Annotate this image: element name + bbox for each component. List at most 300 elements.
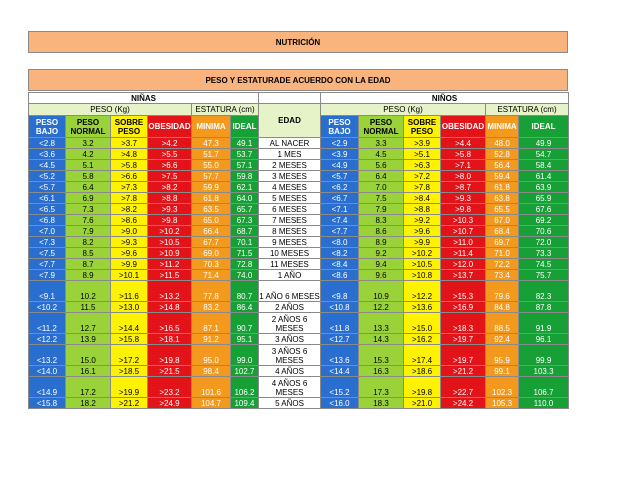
boys-cell-ideal: 54.7 xyxy=(519,149,569,160)
boys-cell-ideal: 75.7 xyxy=(519,270,569,281)
boys-cell-obesidad: >4.4 xyxy=(441,138,486,149)
girls-cell-peso-normal: 7.3 xyxy=(66,204,111,215)
boys-cell-obesidad: >8.7 xyxy=(441,182,486,193)
boys-cell-ideal: 49.9 xyxy=(519,138,569,149)
boys-cell-sobre-peso: >10.2 xyxy=(404,248,441,259)
girls-cell-sobre-peso: >7.8 xyxy=(111,193,148,204)
girls-cell-sobre-peso: >7.3 xyxy=(111,182,148,193)
boys-cell-peso-normal: 3.3 xyxy=(359,138,404,149)
table-row xyxy=(29,171,569,182)
table-row xyxy=(29,259,569,270)
table-row xyxy=(29,193,569,204)
girls-cell-sobre-peso: >9.3 xyxy=(111,237,148,248)
boys-cell-peso-normal: 6.4 xyxy=(359,171,404,182)
boys-cell-sobre-peso: >9.9 xyxy=(404,237,441,248)
girls-cell-minima: 104.7 xyxy=(192,398,231,409)
subtitle-banner xyxy=(28,69,568,91)
girls-cell-sobre-peso: >14.4 xyxy=(111,313,148,334)
girls-cell-obesidad: >8.2 xyxy=(148,182,192,193)
girls-cell-peso-bajo: <7.5 xyxy=(29,248,66,259)
boys-cell-peso-normal: 14.3 xyxy=(359,334,404,345)
girls-cell-minima: 65.0 xyxy=(192,215,231,226)
boys-cell-minima: 71.0 xyxy=(486,248,519,259)
girls-cell-minima: 66.4 xyxy=(192,226,231,237)
boys-cell-peso-normal: 13.3 xyxy=(359,313,404,334)
girls-cell-sobre-peso: >17.2 xyxy=(111,345,148,366)
girls-cell-obesidad: >5.5 xyxy=(148,149,192,160)
boys-cell-peso-bajo: <16.0 xyxy=(321,398,359,409)
boys-cell-minima: 88.5 xyxy=(486,313,519,334)
girls-cell-ideal: 109.4 xyxy=(231,398,259,409)
edad-cell: 4 AÑOS 6 MESES xyxy=(259,377,321,398)
boys-cell-peso-normal: 12.2 xyxy=(359,302,404,313)
boys-cell-ideal: 99.9 xyxy=(519,345,569,366)
girls-cell-peso-normal: 12.7 xyxy=(66,313,111,334)
girls-cell-peso-normal: 6.9 xyxy=(66,193,111,204)
girls-cell-peso-normal: 4.2 xyxy=(66,149,111,160)
girls-cell-ideal: 49.1 xyxy=(231,138,259,149)
girls-cell-peso-bajo: <9.1 xyxy=(29,281,66,302)
boys-cell-ideal: 70.6 xyxy=(519,226,569,237)
boys-cell-minima: 56.4 xyxy=(486,160,519,171)
edad-cell: 10 MESES xyxy=(259,248,321,259)
boys-peso-group: PESO (Kg) xyxy=(321,104,486,116)
girls-cell-sobre-peso: >15.8 xyxy=(111,334,148,345)
girls-cell-ideal: 90.7 xyxy=(231,313,259,334)
girls-cell-obesidad: >13.2 xyxy=(148,281,192,302)
boys-cell-peso-bajo: <9.8 xyxy=(321,281,359,302)
boys-cell-peso-bajo: <2.9 xyxy=(321,138,359,149)
girls-cell-sobre-peso: >8.2 xyxy=(111,204,148,215)
boys-cell-ideal: 87.8 xyxy=(519,302,569,313)
sex-header-row xyxy=(29,93,569,104)
table-row xyxy=(29,204,569,215)
table-row xyxy=(29,270,569,281)
girls-col-ideal: IDEAL xyxy=(231,116,259,138)
boys-cell-peso-normal: 15.3 xyxy=(359,345,404,366)
girls-cell-minima: 57.7 xyxy=(192,171,231,182)
table-row xyxy=(29,313,569,334)
girls-cell-sobre-peso: >10.1 xyxy=(111,270,148,281)
boys-cell-sobre-peso: >17.4 xyxy=(404,345,441,366)
boys-cell-sobre-peso: >15.0 xyxy=(404,313,441,334)
girls-cell-obesidad: >19.8 xyxy=(148,345,192,366)
edad-cell: 7 MESES xyxy=(259,215,321,226)
boys-cell-ideal: 82.3 xyxy=(519,281,569,302)
page-title: NUTRICIÓN xyxy=(275,37,321,47)
boys-cell-ideal: 69.2 xyxy=(519,215,569,226)
girls-cell-minima: 47.3 xyxy=(192,138,231,149)
girls-cell-peso-normal: 11.5 xyxy=(66,302,111,313)
girls-cell-peso-normal: 13.9 xyxy=(66,334,111,345)
girls-cell-minima: 87.1 xyxy=(192,313,231,334)
edad-cell: 2 AÑOS xyxy=(259,302,321,313)
table-row xyxy=(29,377,569,398)
edad-cell: 8 MESES xyxy=(259,226,321,237)
boys-cell-peso-bajo: <8.0 xyxy=(321,237,359,248)
girls-cell-sobre-peso: >11.6 xyxy=(111,281,148,302)
boys-cell-sobre-peso: >7.8 xyxy=(404,182,441,193)
girls-cell-minima: 69.0 xyxy=(192,248,231,259)
table-row xyxy=(29,149,569,160)
girls-cell-peso-normal: 3.2 xyxy=(66,138,111,149)
table-row xyxy=(29,182,569,193)
girls-cell-sobre-peso: >9.9 xyxy=(111,259,148,270)
boys-cell-obesidad: >10.7 xyxy=(441,226,486,237)
girls-cell-obesidad: >10.2 xyxy=(148,226,192,237)
boys-cell-sobre-peso: >5.1 xyxy=(404,149,441,160)
girls-cell-peso-normal: 8.5 xyxy=(66,248,111,259)
girls-cell-obesidad: >18.1 xyxy=(148,334,192,345)
girls-cell-minima: 91.2 xyxy=(192,334,231,345)
girls-cell-peso-normal: 7.6 xyxy=(66,215,111,226)
girls-cell-peso-bajo: <6.1 xyxy=(29,193,66,204)
boys-cell-peso-normal: 9.2 xyxy=(359,248,404,259)
boys-cell-peso-bajo: <10.8 xyxy=(321,302,359,313)
girls-cell-sobre-peso: >5.8 xyxy=(111,160,148,171)
edad-cell: 4 AÑOS xyxy=(259,366,321,377)
boys-cell-ideal: 72.0 xyxy=(519,237,569,248)
boys-cell-minima: 69.7 xyxy=(486,237,519,248)
girls-cell-peso-bajo: <14.0 xyxy=(29,366,66,377)
table-row xyxy=(29,302,569,313)
boys-col-minima: MINIMA xyxy=(486,116,519,138)
girls-cell-peso-bajo: <6.5 xyxy=(29,204,66,215)
edad-cell: 3 AÑOS 6 MESES xyxy=(259,345,321,366)
girls-cell-minima: 55.0 xyxy=(192,160,231,171)
girls-cell-peso-bajo: <12.2 xyxy=(29,334,66,345)
boys-cell-peso-bajo: <5.7 xyxy=(321,171,359,182)
girls-cell-minima: 71.4 xyxy=(192,270,231,281)
edad-cell: 2 MESES xyxy=(259,160,321,171)
girls-col-peso-normal: PESO NORMAL xyxy=(66,116,111,138)
table-row xyxy=(29,215,569,226)
edad-cell: 1 AÑO 6 MESES xyxy=(259,281,321,302)
girls-cell-ideal: 95.1 xyxy=(231,334,259,345)
table-row xyxy=(29,398,569,409)
boys-cell-obesidad: >19.7 xyxy=(441,334,486,345)
boys-cell-peso-normal: 5.6 xyxy=(359,160,404,171)
boys-cell-ideal: 103.3 xyxy=(519,366,569,377)
girls-cell-ideal: 62.1 xyxy=(231,182,259,193)
girls-col-sobre-peso: SOBRE PESO xyxy=(111,116,148,138)
edad-cell: 11 MESES xyxy=(259,259,321,270)
edad-cell: 5 MESES xyxy=(259,193,321,204)
nutrition-table xyxy=(28,92,569,409)
girls-cell-minima: 83.2 xyxy=(192,302,231,313)
boys-cell-obesidad: >18.3 xyxy=(441,313,486,334)
boys-cell-peso-normal: 9.6 xyxy=(359,270,404,281)
boys-cell-minima: 72.2 xyxy=(486,259,519,270)
boys-col-peso-bajo: PESO BAJO xyxy=(321,116,359,138)
boys-cell-sobre-peso: >9.6 xyxy=(404,226,441,237)
boys-cell-obesidad: >24.2 xyxy=(441,398,486,409)
girls-cell-obesidad: >24.9 xyxy=(148,398,192,409)
girls-cell-sobre-peso: >9.6 xyxy=(111,248,148,259)
boys-cell-ideal: 67.6 xyxy=(519,204,569,215)
girls-cell-peso-bajo: <14.9 xyxy=(29,377,66,398)
girls-cell-peso-bajo: <3.6 xyxy=(29,149,66,160)
boys-cell-minima: 102.3 xyxy=(486,377,519,398)
boys-cell-minima: 59.4 xyxy=(486,171,519,182)
girls-cell-sobre-peso: >8.6 xyxy=(111,215,148,226)
girls-cell-peso-normal: 10.2 xyxy=(66,281,111,302)
boys-header: NIÑOS xyxy=(321,93,569,104)
girls-col-peso-bajo: PESO BAJO xyxy=(29,116,66,138)
girls-cell-minima: 63.5 xyxy=(192,204,231,215)
girls-cell-peso-normal: 6.4 xyxy=(66,182,111,193)
girls-cell-peso-bajo: <11.2 xyxy=(29,313,66,334)
girls-cell-obesidad: >11.2 xyxy=(148,259,192,270)
edad-cell: 6 MESES xyxy=(259,204,321,215)
girls-cell-peso-bajo: <6.8 xyxy=(29,215,66,226)
boys-cell-peso-normal: 7.5 xyxy=(359,193,404,204)
girls-cell-peso-bajo: <2.8 xyxy=(29,138,66,149)
boys-col-ideal: IDEAL xyxy=(519,116,569,138)
girls-cell-obesidad: >6.6 xyxy=(148,160,192,171)
girls-col-obesidad: OBESIDAD xyxy=(148,116,192,138)
boys-cell-ideal: 74.5 xyxy=(519,259,569,270)
girls-cell-peso-normal: 17.2 xyxy=(66,377,111,398)
girls-cell-ideal: 74.0 xyxy=(231,270,259,281)
girls-cell-obesidad: >11.5 xyxy=(148,270,192,281)
edad-cell: 3 MESES xyxy=(259,171,321,182)
boys-cell-peso-normal: 8.6 xyxy=(359,226,404,237)
boys-cell-ideal: 65.9 xyxy=(519,193,569,204)
table-subtitle: PESO Y ESTATURADE ACUERDO CON LA EDAD xyxy=(205,75,391,85)
boys-col-sobre-peso: SOBRE PESO xyxy=(404,116,441,138)
girls-cell-ideal: 64.0 xyxy=(231,193,259,204)
boys-cell-minima: 92.4 xyxy=(486,334,519,345)
boys-cell-minima: 61.8 xyxy=(486,182,519,193)
boys-cell-minima: 65.5 xyxy=(486,204,519,215)
boys-cell-minima: 95.9 xyxy=(486,345,519,366)
boys-cell-obesidad: >13.7 xyxy=(441,270,486,281)
boys-cell-obesidad: >11.4 xyxy=(441,248,486,259)
boys-cell-peso-bajo: <13.6 xyxy=(321,345,359,366)
girls-cell-minima: 51.7 xyxy=(192,149,231,160)
boys-cell-ideal: 61.4 xyxy=(519,171,569,182)
boys-cell-peso-normal: 4.5 xyxy=(359,149,404,160)
girls-cell-obesidad: >9.8 xyxy=(148,215,192,226)
boys-cell-ideal: 63.9 xyxy=(519,182,569,193)
boys-cell-peso-bajo: <8.6 xyxy=(321,270,359,281)
girls-cell-sobre-peso: >21.2 xyxy=(111,398,148,409)
boys-cell-sobre-peso: >13.6 xyxy=(404,302,441,313)
boys-cell-sobre-peso: >18.6 xyxy=(404,366,441,377)
boys-cell-sobre-peso: >6.3 xyxy=(404,160,441,171)
girls-cell-ideal: 106.2 xyxy=(231,377,259,398)
girls-cell-ideal: 99.0 xyxy=(231,345,259,366)
girls-header: NIÑAS xyxy=(29,93,259,104)
edad-cell: 2 AÑOS 6 MESES xyxy=(259,313,321,334)
girls-cell-obesidad: >4.2 xyxy=(148,138,192,149)
girls-cell-ideal: 71.5 xyxy=(231,248,259,259)
boys-cell-peso-normal: 9.4 xyxy=(359,259,404,270)
boys-cell-peso-normal: 10.9 xyxy=(359,281,404,302)
girls-cell-peso-bajo: <7.3 xyxy=(29,237,66,248)
boys-estatura-group: ESTATURA (cm) xyxy=(486,104,569,116)
boys-cell-sobre-peso: >10.5 xyxy=(404,259,441,270)
girls-cell-ideal: 57.1 xyxy=(231,160,259,171)
girls-cell-minima: 61.8 xyxy=(192,193,231,204)
boys-cell-peso-bajo: <12.7 xyxy=(321,334,359,345)
girls-cell-minima: 59.9 xyxy=(192,182,231,193)
boys-cell-minima: 79.6 xyxy=(486,281,519,302)
boys-cell-obesidad: >9.3 xyxy=(441,193,486,204)
table-row xyxy=(29,281,569,302)
girls-cell-ideal: 86.4 xyxy=(231,302,259,313)
girls-cell-ideal: 102.7 xyxy=(231,366,259,377)
girls-cell-obesidad: >23.2 xyxy=(148,377,192,398)
girls-cell-minima: 67.7 xyxy=(192,237,231,248)
girls-cell-peso-bajo: <7.0 xyxy=(29,226,66,237)
boys-cell-obesidad: >21.2 xyxy=(441,366,486,377)
boys-cell-obesidad: >9.8 xyxy=(441,204,486,215)
girls-cell-sobre-peso: >3.7 xyxy=(111,138,148,149)
girls-cell-peso-normal: 5.1 xyxy=(66,160,111,171)
girls-cell-peso-bajo: <5.2 xyxy=(29,171,66,182)
girls-cell-peso-bajo: <4.5 xyxy=(29,160,66,171)
boys-cell-obesidad: >19.7 xyxy=(441,345,486,366)
boys-cell-obesidad: >15.3 xyxy=(441,281,486,302)
girls-cell-peso-normal: 15.0 xyxy=(66,345,111,366)
boys-cell-peso-bajo: <11.8 xyxy=(321,313,359,334)
table-row xyxy=(29,226,569,237)
boys-cell-ideal: 110.0 xyxy=(519,398,569,409)
boys-cell-peso-bajo: <7.1 xyxy=(321,204,359,215)
boys-cell-minima: 73.4 xyxy=(486,270,519,281)
girls-cell-peso-normal: 8.7 xyxy=(66,259,111,270)
girls-cell-obesidad: >7.5 xyxy=(148,171,192,182)
girls-cell-ideal: 59.8 xyxy=(231,171,259,182)
boys-cell-obesidad: >8.0 xyxy=(441,171,486,182)
table-row xyxy=(29,248,569,259)
girls-cell-sobre-peso: >19.9 xyxy=(111,377,148,398)
boys-cell-peso-normal: 8.9 xyxy=(359,237,404,248)
boys-cell-peso-bajo: <7.4 xyxy=(321,215,359,226)
girls-cell-ideal: 80.7 xyxy=(231,281,259,302)
boys-cell-peso-bajo: <8.4 xyxy=(321,259,359,270)
boys-cell-peso-normal: 8.3 xyxy=(359,215,404,226)
boys-cell-sobre-peso: >10.8 xyxy=(404,270,441,281)
girls-cell-peso-bajo: <5.7 xyxy=(29,182,66,193)
girls-cell-peso-bajo: <15.8 xyxy=(29,398,66,409)
girls-cell-minima: 98.4 xyxy=(192,366,231,377)
girls-cell-ideal: 72.8 xyxy=(231,259,259,270)
girls-cell-sobre-peso: >6.6 xyxy=(111,171,148,182)
girls-cell-ideal: 53.7 xyxy=(231,149,259,160)
boys-cell-peso-bajo: <7.7 xyxy=(321,226,359,237)
girls-cell-sobre-peso: >9.0 xyxy=(111,226,148,237)
boys-cell-sobre-peso: >8.8 xyxy=(404,204,441,215)
girls-cell-ideal: 65.7 xyxy=(231,204,259,215)
edad-cell: 3 AÑOS xyxy=(259,334,321,345)
table-row xyxy=(29,160,569,171)
boys-cell-sobre-peso: >21.0 xyxy=(404,398,441,409)
edad-cell: 1 MES xyxy=(259,149,321,160)
girls-cell-minima: 101.6 xyxy=(192,377,231,398)
girls-cell-peso-bajo: <7.9 xyxy=(29,270,66,281)
edad-cell: 1 AÑO xyxy=(259,270,321,281)
girls-cell-sobre-peso: >13.0 xyxy=(111,302,148,313)
boys-cell-obesidad: >10.3 xyxy=(441,215,486,226)
edad-cell: 4 MESES xyxy=(259,182,321,193)
boys-cell-obesidad: >5.8 xyxy=(441,149,486,160)
girls-cell-peso-bajo: <10.2 xyxy=(29,302,66,313)
girls-cell-sobre-peso: >18.5 xyxy=(111,366,148,377)
boys-cell-minima: 48.0 xyxy=(486,138,519,149)
boys-cell-sobre-peso: >9.2 xyxy=(404,215,441,226)
girls-cell-minima: 95.0 xyxy=(192,345,231,366)
girls-cell-obesidad: >10.5 xyxy=(148,237,192,248)
boys-cell-peso-bajo: <3.9 xyxy=(321,149,359,160)
edad-spacer xyxy=(259,93,321,104)
girls-cell-minima: 77.8 xyxy=(192,281,231,302)
boys-cell-minima: 84.8 xyxy=(486,302,519,313)
boys-cell-peso-bajo: <15.2 xyxy=(321,377,359,398)
boys-cell-minima: 52.8 xyxy=(486,149,519,160)
boys-cell-peso-bajo: <14.4 xyxy=(321,366,359,377)
boys-cell-obesidad: >12.0 xyxy=(441,259,486,270)
girls-cell-obesidad: >16.5 xyxy=(148,313,192,334)
edad-cell: 5 AÑOS xyxy=(259,398,321,409)
boys-cell-minima: 67.0 xyxy=(486,215,519,226)
boys-cell-obesidad: >22.7 xyxy=(441,377,486,398)
boys-cell-minima: 68.4 xyxy=(486,226,519,237)
boys-cell-ideal: 58.4 xyxy=(519,160,569,171)
boys-cell-obesidad: >16.9 xyxy=(441,302,486,313)
boys-cell-ideal: 91.9 xyxy=(519,313,569,334)
girls-cell-obesidad: >14.8 xyxy=(148,302,192,313)
girls-cell-sobre-peso: >4.8 xyxy=(111,149,148,160)
girls-col-minima: MINIMA xyxy=(192,116,231,138)
boys-cell-peso-bajo: <6.7 xyxy=(321,193,359,204)
table-row xyxy=(29,334,569,345)
edad-cell: AL NACER xyxy=(259,138,321,149)
boys-cell-peso-bajo: <4.9 xyxy=(321,160,359,171)
girls-cell-obesidad: >21.5 xyxy=(148,366,192,377)
girls-cell-peso-normal: 7.9 xyxy=(66,226,111,237)
table-row xyxy=(29,138,569,149)
boys-cell-peso-bajo: <6.2 xyxy=(321,182,359,193)
boys-cell-sobre-peso: >19.8 xyxy=(404,377,441,398)
title-banner xyxy=(28,31,568,53)
boys-cell-peso-normal: 17.3 xyxy=(359,377,404,398)
girls-cell-peso-normal: 8.9 xyxy=(66,270,111,281)
boys-cell-sobre-peso: >8.4 xyxy=(404,193,441,204)
boys-cell-sobre-peso: >12.2 xyxy=(404,281,441,302)
edad-cell: 9 MESES xyxy=(259,237,321,248)
girls-cell-ideal: 70.1 xyxy=(231,237,259,248)
boys-cell-minima: 105.3 xyxy=(486,398,519,409)
table-row xyxy=(29,366,569,377)
boys-cell-obesidad: >11.0 xyxy=(441,237,486,248)
girls-estatura-group: ESTATURA (cm) xyxy=(192,104,259,116)
boys-col-peso-normal: PESO NORMAL xyxy=(359,116,404,138)
table-row xyxy=(29,237,569,248)
girls-cell-ideal: 67.3 xyxy=(231,215,259,226)
girls-cell-peso-normal: 5.8 xyxy=(66,171,111,182)
group-header-row xyxy=(29,104,569,116)
girls-cell-peso-bajo: <7.7 xyxy=(29,259,66,270)
boys-col-obesidad: OBESIDAD xyxy=(441,116,486,138)
girls-cell-ideal: 68.7 xyxy=(231,226,259,237)
boys-cell-peso-normal: 7.9 xyxy=(359,204,404,215)
boys-cell-sobre-peso: >3.9 xyxy=(404,138,441,149)
girls-cell-peso-normal: 16.1 xyxy=(66,366,111,377)
boys-cell-minima: 99.1 xyxy=(486,366,519,377)
